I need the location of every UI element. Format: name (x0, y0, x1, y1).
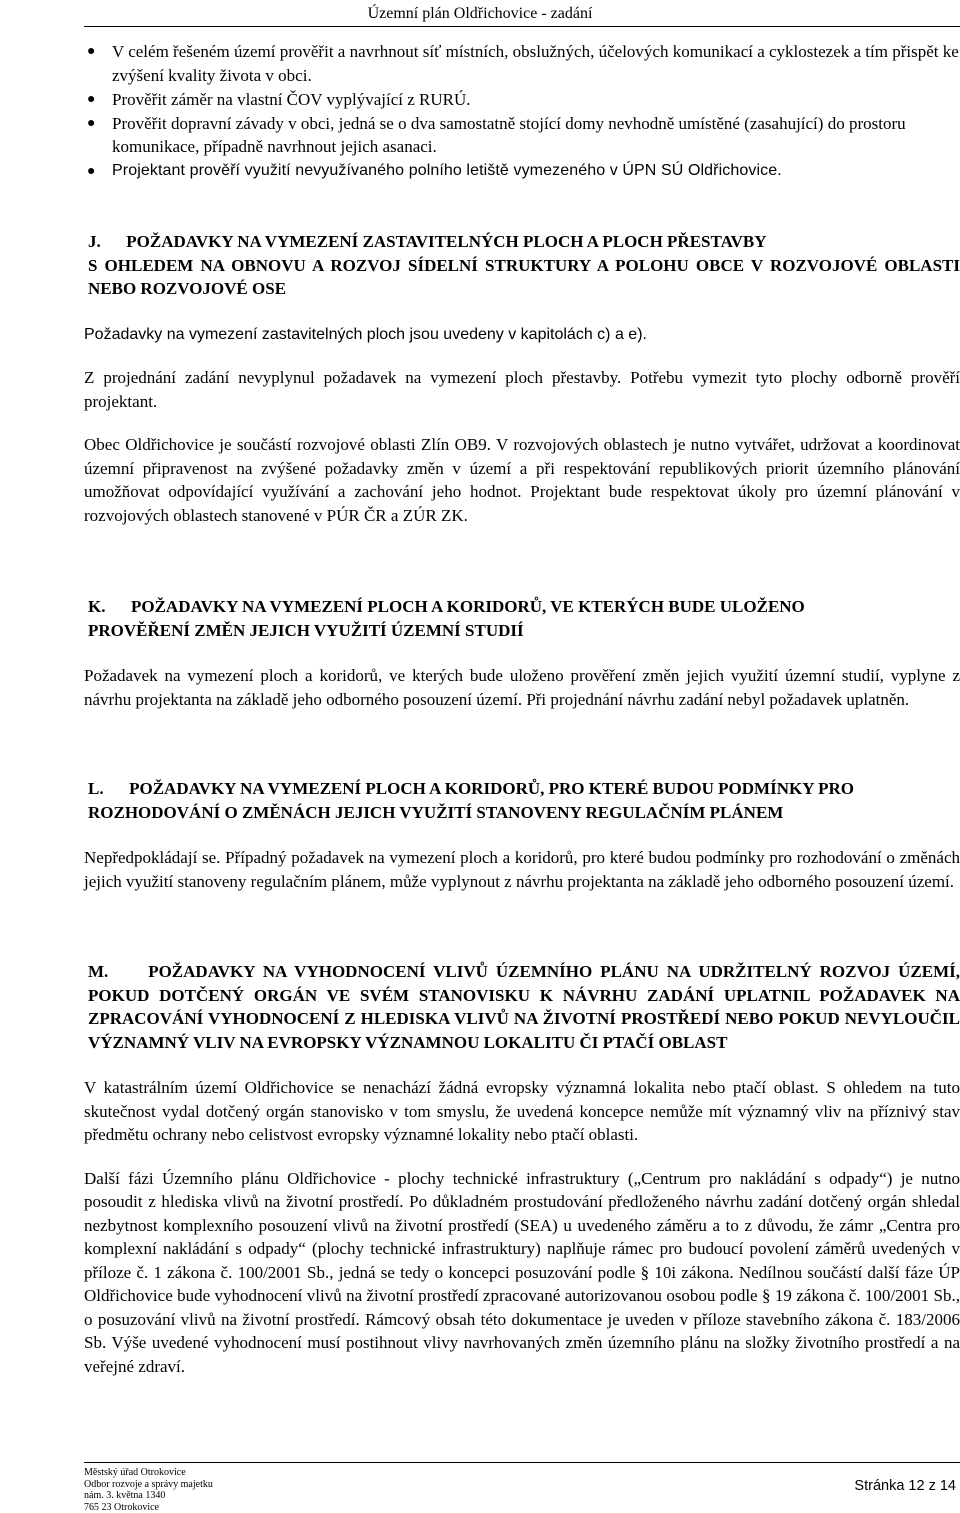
paragraph: Požadavek na vymezení ploch a koridorů, ve kterých bude uloženo prověření změn jejich využití územní studií, vyplyne z návrhu projektanta na základě jeho odborného posouzení území. Při projednání návrhu zadání nebyl požadavek uplatněn. (84, 666, 960, 709)
header-rule (84, 26, 960, 27)
section-letter: K. (88, 597, 106, 616)
section-letter: L. (88, 779, 104, 798)
section-heading (84, 230, 960, 301)
paragraph: Požadavky na vymezení zastavitelných ploch jsou uvedeny v kapitolách c) a e). (84, 325, 647, 343)
list-item: ● Prověřit dopravní závady v obci, jedná se o dva samostatně stojící domy nevhodně umístěné (zasahující) do prostoru komunikace, případně navrhnout jejich asanaci. (87, 113, 906, 156)
page-number: Stránka 12 z 14 (854, 1478, 956, 1494)
section-m (84, 960, 960, 1378)
section-l (84, 777, 960, 893)
section-k (84, 595, 960, 711)
list-item: ● Prověřit záměr na vlastní ČOV vyplývající z RURÚ. (87, 89, 471, 109)
section-title: K. POŽADAVKY NA VYMEZENÍ PLOCH A KORIDORŮ, VE KTERÝCH BUDE ULOŽENO PROVĚŘENÍ ZMĚN JEJICH VYUŽITÍ ÚZEMNÍ STUDIÍ (88, 597, 805, 640)
bullet-list (84, 40, 960, 183)
paragraph: V katastrálním území Oldřichovice se nenachází žádná evropsky významná lokalita nebo ptačí oblast. S ohledem na tuto skutečnost vydal dotčený orgán stanovisko v tom smyslu, že uvedená koncepce nemůže mít významný vliv na příznivý stav předmětu ochrany nebo celistvost evropsky významné lokality nebo ptačí oblasti. (84, 1078, 960, 1144)
document-title: Územní plán Oldřichovice - zadání (367, 5, 593, 22)
list-item: ● Projektant prověří využití nevyužívaného polního letiště vymezeného v ÚPN SÚ Oldřichovice. (84, 159, 960, 183)
section-letter: J. (88, 232, 101, 251)
bullet-icon: ● (87, 44, 96, 59)
bullet-icon: ● (87, 115, 96, 131)
section-title: J. POŽADAVKY NA VYMEZENÍ ZASTAVITELNÝCH PLOCH A PLOCH PŘESTAVBY S OHLEDEM NA OBNOVU A ROZVOJ SÍDELNÍ STRUKTURY A POLOHU OBCE V ROZVOJOVÉ OBLASTI NEBO ROZVOJOVÉ OSE (88, 232, 960, 298)
paragraph: Další fázi Územního plánu Oldřichovice - plochy technické infrastruktury („Centrum pro nakládání s odpady“) je nutno posoudit z hlediska vlivů na životní prostředí. Po důkladném prostudování předloženého návrhu zadání dotčený orgán shledal nezbytnost komplexního posouzení vlivů na životní prostředí (SEA) u uvedeného záměru a to z důvodu, že zámr „Centra pro komplexní nakládání s odpady“ (plochy technické infrastruktury) naplňuje rámec pro budoucí povolení záměrů uvedených v příloze č. 1 zákona č. 100/2001 Sb., jedná se tedy o koncepci posuzování podle § 10i zákona. Nedílnou součástí další fáze ÚP Oldřichovice bude vyhodnocení vlivů na životní prostředí zpracované autorizovanou osobou podle § 19 zákona č. 100/2001 Sb., o posuzování vlivů na životní prostředí. Rámcový obsah této dokumentace je uveden v příloze stavebního zákona č. 183/2006 Sb. Výše uvedené vyhodnocení musí postihnout vlivy navrhovaných změn územního plánu na složky životního prostředí a na veřejné zdraví. (84, 1168, 960, 1376)
paragraph: Z projednání zadání nevyplynul požadavek na vymezení ploch přestavby. Potřebu vymezit tyto plochy odborně prověří projektant. (84, 368, 960, 411)
bullet-icon: ● (87, 91, 96, 107)
running-header (0, 0, 960, 32)
office-address: Městský úřad Otrokovice Odbor rozvoje a správy majetku nám. 3. května 1340 765 23 Otrokovice (84, 1467, 213, 1513)
list-item: ● V celém řešeném území prověřit a navrhnout síť místních, obslužných, účelových komunikací a cyklostezek a tím přispět ke zvýšení kvality života v obci. (87, 42, 959, 85)
section-j (84, 230, 960, 527)
page-footer (84, 1462, 960, 1512)
bullet-icon: ● (87, 162, 96, 178)
footer-rule (84, 1462, 960, 1463)
paragraph: Nepředpokládají se. Případný požadavek na vymezení ploch a koridorů, pro které budou podmínky pro rozhodování o změnách jejich využití stanoveny regulačním plánem, může vyplynout z návrhu projektanta na základě jeho odborného posouzení území. (84, 848, 960, 891)
section-title: L. POŽADAVKY NA VYMEZENÍ PLOCH A KORIDORŮ, PRO KTERÉ BUDOU PODMÍNKY PRO ROZHODOVÁNÍ O ZMĚNÁCH JEJICH VYUŽITÍ STANOVENY REGULAČNÍM PLÁNEM (88, 779, 855, 822)
section-letter: M. (88, 962, 109, 981)
section-title: M. POŽADAVKY NA VYHODNOCENÍ VLIVŮ ÚZEMNÍHO PLÁNU NA UDRŽITELNÝ ROZVOJ ÚZEMÍ, POKUD DOTČENÝ ORGÁN VE SVÉM STANOVISKU K NÁVRHU ZADÁNÍ UPLATNIL POŽADAVEK NA ZPRACOVÁNÍ VYHODNOCENÍ Z HLEDISKA VLIVŮ NA ŽIVOTNÍ PROSTŘEDÍ NEBO POKUD NEVYLOUČIL VÝZNAMNÝ VLIV NA EVROPSKY VÝZNAMNOU LOKALITU ČI PTAČÍ OBLAST (88, 962, 960, 1052)
paragraph: Obec Oldřichovice je součástí rozvojové oblasti Zlín OB9. V rozvojových oblastech je nutno vytvářet, udržovat a koordinovat územní připravenost na zvýšené požadavky změn v území a při respektování republikových priorit územního plánování umožňovat odpovídající využívání a zachování jeho hodnot. Projektant bude respektovat úkoly pro územní plánování v rozvojových oblastech stanovené v PÚR ČR a ZÚR ZK. (84, 435, 960, 525)
